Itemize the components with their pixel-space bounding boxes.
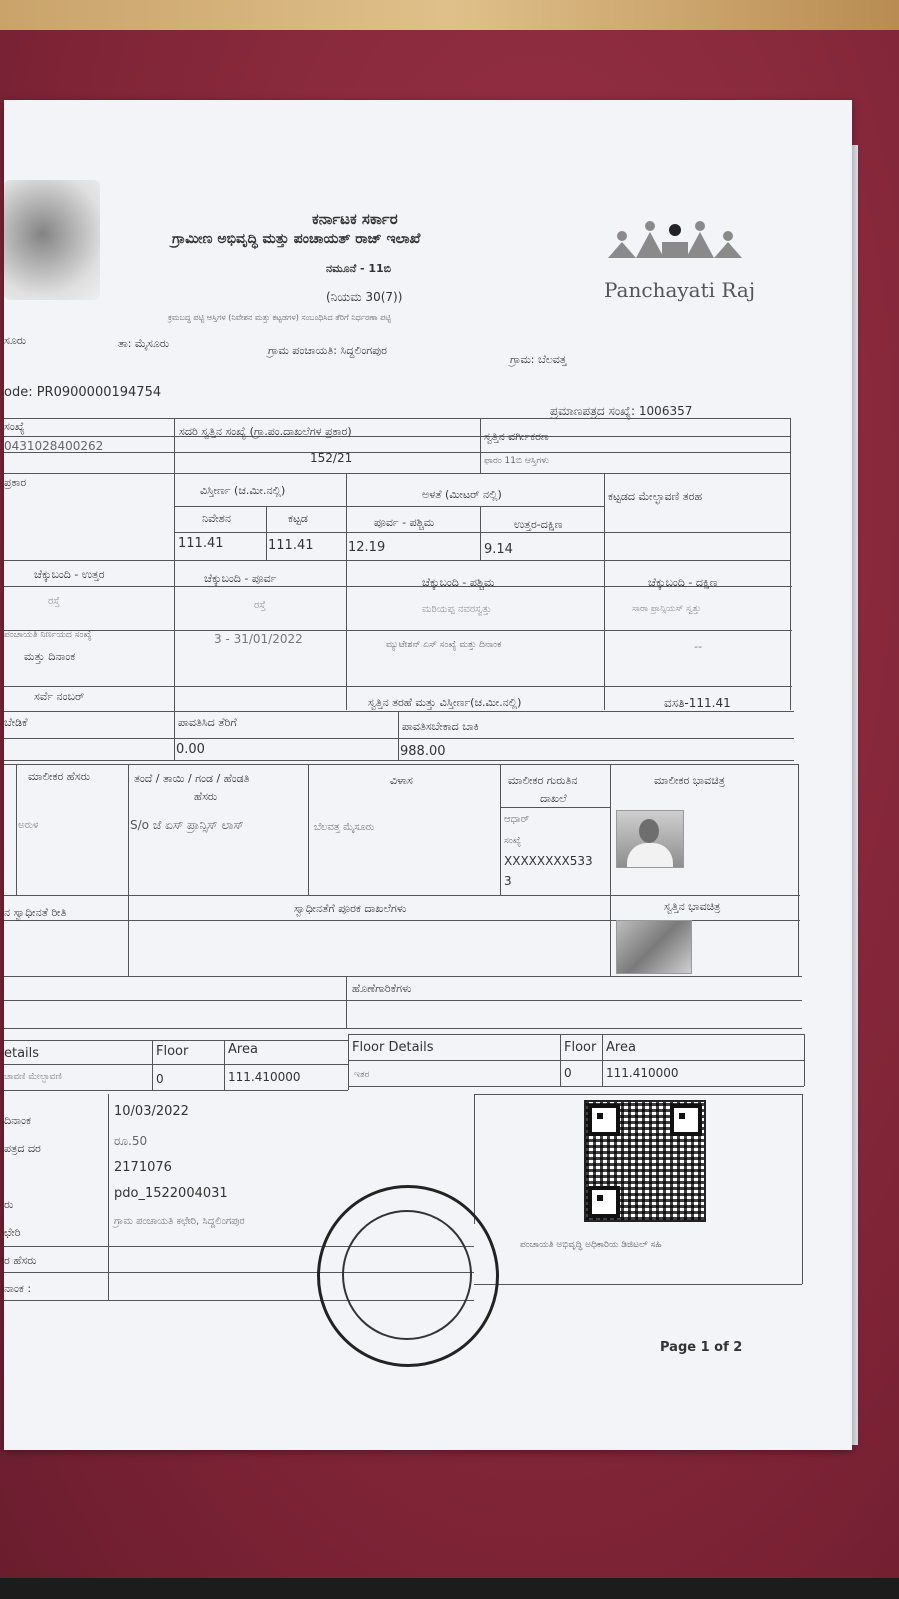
mutation-label: ಮ್ಯುಟೇಶನ್ ಏಸ್ ಸಂಖ್ಯೆ ಮತ್ತು ದಿನಾಂಕ [386,640,502,650]
liabilities-label: ಹೊಣೆಗಾರಿಕೆಗಳು [352,982,412,995]
page-number: Page 1 of 2 [660,1340,743,1355]
north-boundary-label: ಚೆಕ್ಕುಬಂದಿ - ಉತ್ತರ [34,568,105,581]
department-title: ಗ್ರಾಮೀಣ ಅಭಿವೃದ್ಧಿ ಮತ್ತು ಪಂಚಾಯತ್ ರಾಜ್ ಇಲಾಖೆ [172,231,421,247]
owner-photo-label: ಮಾಲೀಕರ ಭಾವಚಿತ್ರ [654,774,725,787]
area-header-left: Area [228,1042,258,1057]
id-number-value-2: 3 [504,874,512,888]
resolution-value: 3 - 31/01/2022 [214,632,303,646]
tax-due-label: ಪಾವತಿಸಬೇಕಾದ ಬಾಕಿ [402,720,479,733]
west-boundary-value: ಮರಿಯಪ್ಪ ನವರಸ್ವತ್ತು [422,604,492,615]
office-label: ಛೇರಿ [4,1226,21,1239]
south-boundary-value: ಸಾರಾ ಪ್ರಾನ್ಸಿಯಸ್ ಸ್ವತ್ತು [632,604,701,614]
north-boundary-value: ರಸ್ತೆ [48,596,60,607]
panchayati-raj-brand: Panchayati Raj [604,278,756,302]
site-area-value: 111.41 [178,536,224,551]
district-value: ಸೂರು [4,334,27,347]
survey-number-label: ಸರ್ವೆ ನಂಬರ್ [34,690,85,703]
tax-paid-label: ಪಾವತಿಸಿದ ತೆರಿಗೆ [178,716,237,729]
issue-date-label: ದಿನಾಂಕ [4,1114,31,1127]
id-number-value: XXXXXXXX533 [504,854,593,868]
gov-title: ಕರ್ನಾಟಕ ಸರ್ಕಾರ [312,210,398,228]
wood-surface [0,0,899,30]
ownership-docs-label: ಸ್ವಾಧೀನತೆಗೆ ಪೂರಕ ದಾಖಲೆಗಳು [294,902,407,915]
village-value: ಗ್ರಾಮ: ಬೆಲವತ್ತ [510,353,567,366]
east-boundary-value: ರಸ್ತೆ [254,600,266,611]
digital-signature-note: ಪಂಚಾಯತಿ ಅಭಿವೃದ್ಧಿ ಅಧಿಕಾರಿಯ ಡಿಜಿಟಲ್ ಸಹಿ [520,1240,662,1250]
owner-name-label: ಮಾಲೀಕರ ಹೆಸರು [28,770,91,783]
classification-label: ಸ್ವತ್ತಿನ ವರ್ಗೀಕರಣ [484,430,549,443]
resolution-label-2: ಮತ್ತು ದಿನಾಂಕ [24,650,76,663]
west-boundary-label: ಚೆಕ್ಕುಬಂದಿ - ಪಶ್ಚಿಮ [422,576,495,589]
dimension-label: ಅಳತೆ (ಮೀಟರ್ ನಲ್ಲಿ) [422,488,502,501]
relation-label-2: ಹೆಸರು [194,790,218,803]
id-type-value: ಆಧಾರ್ [504,814,530,825]
relation-value: S/o ಜೆ ಏಸ್ ಪ್ರಾನ್ಸಿಸ್ ಲಾಸ್ [130,818,244,832]
property-code: ode: PR0900000194754 [4,385,162,400]
property-id-value: 0431028400262 [4,439,104,453]
address-label: ವಿಳಾಸ [390,774,413,787]
form-11b-document [4,100,852,1450]
taluk-value: ತಾ: ಮೈಸೂರು [118,337,170,350]
asset-number-value: 152/21 [310,451,353,465]
site-label: ನಿವೇಶನ [202,512,231,525]
resolution-label-1: ಪಂಚಾಯತಿ ನಿರ್ಣಯದ ಸಂಖ್ಯೆ [4,630,92,640]
floor-details-right: ಇತರ [354,1070,370,1080]
floor-header-left: Floor [156,1044,189,1059]
receipt-number: 2171076 [114,1160,172,1175]
official-seal-icon [317,1185,499,1367]
asset-number-label: ಸದರಿ ಸ್ವತ್ತಿನ ಸಂಖ್ಯೆ (ಗ್ರಾ.ಪಂ.ದಾಖಲೆಗಳ ಪ್ರಕಾರ) [179,425,352,438]
area-right: 111.410000 [606,1066,679,1080]
area-label: ವಿಸ್ತೀರ್ಣ (ಚ.ಮೀ.ನಲ್ಲಿ) [200,484,286,497]
relation-label-1: ತಂದೆ / ತಾಯಿ / ಗಂಡ / ಹೆಂಡತಿ [134,772,250,785]
east-west-value: 12.19 [348,540,386,555]
property-type-area-value: ವಸತಿ-111.41 [664,696,731,710]
issuer-label: ರು [4,1198,14,1211]
demand-label: ಬೇಡಿಕೆ [4,716,28,729]
id-doc-label-2: ದಾಖಲೆ [540,792,567,805]
north-south-value: 9.14 [484,542,513,557]
office-value: ಗ್ರಾಮ ಪಂಚಾಯತಿ ಕಛೇರಿ, ಸಿದ್ದಲಿಂಗಪುರ [114,1216,245,1227]
floor-left: 0 [156,1072,164,1086]
rule-number: (ನಿಯಮ 30(7)) [326,290,403,304]
building-area-value: 111.41 [268,538,314,553]
floor-details-header-left: etails [4,1046,40,1061]
property-type-label: ಪ್ರಕಾರ [4,476,27,489]
floor-details-left: ಚಾವಣಿ ಮೇಲ್ಛಾವಣಿ [4,1072,62,1082]
floor-details-header-right: Floor Details [352,1040,434,1055]
signatory-label: ರ ಹೆಸರು [4,1254,37,1267]
qr-code [584,1100,706,1222]
classification-value: ಫಾರಂ 11ಬಿ ಆಸ್ತಿಗಳು [484,456,550,466]
building-label: ಕಟ್ಟಡ [288,512,308,525]
east-west-label: ಪೂರ್ವ - ಪಶ್ಚಿಮ [374,516,435,529]
tax-paid-value: 0.00 [176,742,205,757]
north-south-label: ಉತ್ತರ-ದಕ್ಷಿಣ [514,518,563,531]
form-subtitle: ಕ್ರಮಬದ್ಧ ಪಟ್ಟಿ ಆಸ್ತಿಗಳ (ನಿವೇಶನ ಮತ್ತು ಕಟ್ಟಡಗಳ) ಸಂಬಂಧಿಸಿದ ತೆರಿಗೆ ನಿರ್ಧರಣಾ ಪಟ್ಟಿ [168,313,392,322]
id-doc-label-1: ಮಾಲೀಕರ ಗುರುತಿನ [508,774,578,787]
property-id-label: ಸಂಖ್ಯೆ [4,420,25,433]
address-value: ಬೆಲವತ್ತ ಮೈಸೂರು [314,822,375,833]
fee-value: ರೂ.50 [114,1134,148,1148]
fee-label: ಪತ್ರದ ದರ [4,1142,41,1155]
id-sub-value: ಸಂಖ್ಯೆ [504,836,521,846]
issuer-user-id: pdo_1522004031 [114,1186,228,1201]
tax-due-value: 988.00 [400,744,446,759]
certificate-number: ಪ್ರಮಾಣಪತ್ರದ ಸಂಖ್ಯೆ: 1006357 [550,404,693,418]
gram-panchayat-value: ಗ್ರಾಮ ಪಂಚಾಯತಿ: ಸಿದ್ದಲಿಂಗಪುರ [268,344,387,357]
panchayati-raj-logo-icon [600,212,750,272]
karnataka-emblem-icon [4,180,100,300]
property-photo [616,920,692,974]
east-boundary-label: ಚೆಕ್ಕುಬಂದಿ - ಪೂರ್ವ [204,572,277,585]
mutation-value: -- [694,640,702,653]
owner-name-value: ಅರುಳ [18,820,39,831]
area-header-right: Area [606,1040,636,1055]
floor-right: 0 [564,1066,572,1080]
form-number: ನಮೂನೆ - 11ಬಿ [326,262,392,275]
issue-date-value: 10/03/2022 [114,1104,189,1119]
area-left: 111.410000 [228,1070,301,1084]
owner-photo [616,810,684,868]
south-boundary-label: ಚೆಕ್ಕುಬಂದಿ - ದಕ್ಷಿಣ [648,576,718,589]
ownership-method-label: ನ ಸ್ವಾಧೀನತೆ ರೀತಿ [4,906,67,919]
roof-type-label: ಕಟ್ಟಡದ ಮೇಲ್ಛಾವಣಿ ತರಹ [608,490,703,503]
floor-header-right: Floor [564,1040,597,1055]
property-type-area-label: ಸ್ವತ್ತಿನ ತರಹೆ ಮತ್ತು ವಿಸ್ತೀರ್ಣ(ಚ.ಮೀ.ನಲ್ಲಿ) [368,696,522,709]
floor-strip [0,1578,899,1599]
sign-date-label: ನಾಂಕ : [4,1282,32,1295]
property-photo-label: ಸ್ವತ್ತಿನ ಭಾವಚಿತ್ರ [664,900,721,913]
